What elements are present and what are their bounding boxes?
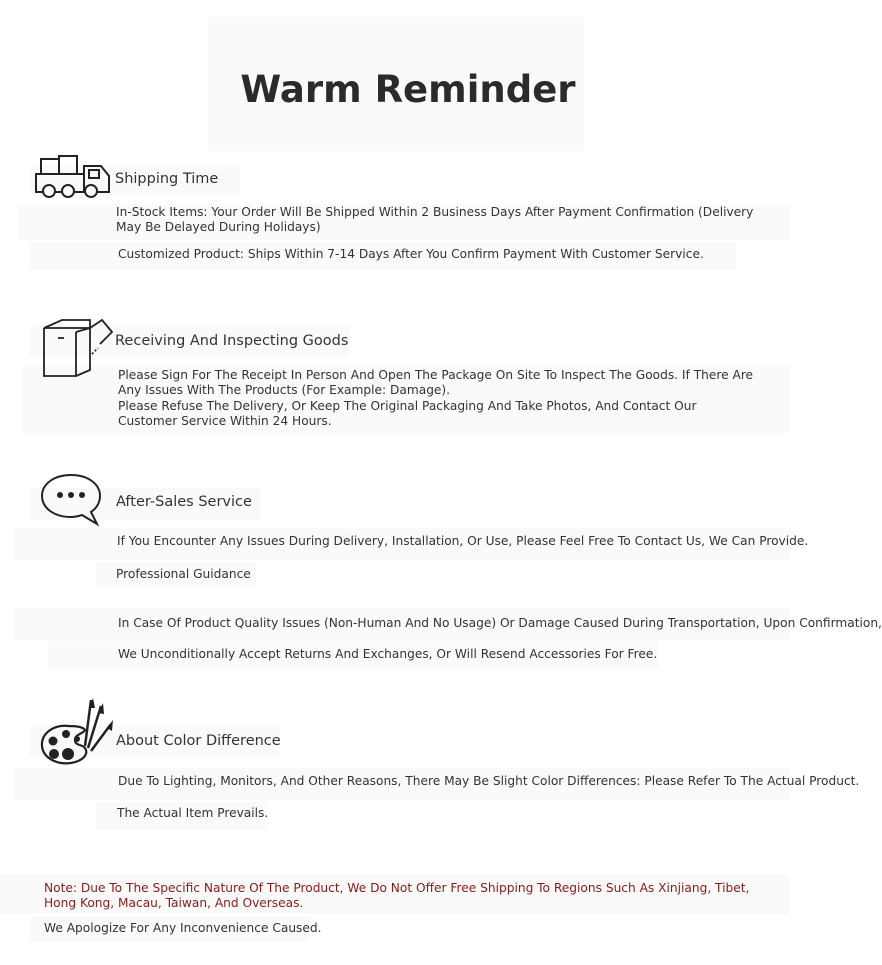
receiving-heading: Receiving And Inspecting Goods xyxy=(115,333,349,349)
receiving-text-1: Please Sign For The Receipt In Person And Open The Package On Site To Inspect The Goods. If There Are Any Issues With The Products (For Example: Damage). xyxy=(118,368,754,397)
shipping-heading: Shipping Time xyxy=(115,171,219,187)
after-sales-text-2: Professional Guidance xyxy=(116,567,251,581)
after-sales-heading: After-Sales Service xyxy=(116,494,252,510)
after-sales-text-1: If You Encounter Any Issues During Delivery, Installation, Or Use, Please Feel Free To Contact Us, We Can Provide. xyxy=(117,534,809,548)
after-sales-text-4: We Unconditionally Accept Returns And Exchanges, Or Will Resend Accessories For Free. xyxy=(118,647,658,661)
palette-icon xyxy=(39,696,115,768)
speech-bubble-icon xyxy=(39,472,105,528)
box-icon xyxy=(40,318,114,380)
after-sales-text-3-clip xyxy=(118,616,882,632)
page-title: Warm Reminder xyxy=(240,68,576,111)
shipping-note: Note: Due To The Specific Nature Of The Product, We Do Not Offer Free Shipping To Regions Such As Xinjiang, Tibet, Hong Kong, Macau, Taiwan, And Overseas. xyxy=(44,881,750,910)
color-heading: About Color Difference xyxy=(116,733,281,749)
color-text-2: The Actual Item Prevails. xyxy=(117,806,269,820)
receiving-text-2: Please Refuse The Delivery, Or Keep The Original Packaging And Take Photos, And Contact Our Customer Service Within 24 Hours. xyxy=(118,399,697,428)
apology-text: We Apologize For Any Inconvenience Caused. xyxy=(44,921,322,935)
color-text-1: Due To Lighting, Monitors, And Other Reasons, There May Be Slight Color Differences: Please Refer To The Actual Product. xyxy=(118,774,860,788)
color-text-1-clip xyxy=(118,774,860,790)
shipping-text-2: Customized Product: Ships Within 7-14 Days After You Confirm Payment With Customer Service. xyxy=(118,247,704,261)
after-sales-text-3: In Case Of Product Quality Issues (Non-Human And No Usage) Or Damage Caused During Transportation, Upon Confirmation, xyxy=(118,616,882,630)
shipping-text-1: In-Stock Items: Your Order Will Be Shipped Within 2 Business Days After Payment Confirmation (Delivery May Be Delayed During Holidays) xyxy=(116,205,754,234)
truck-icon xyxy=(33,154,113,200)
